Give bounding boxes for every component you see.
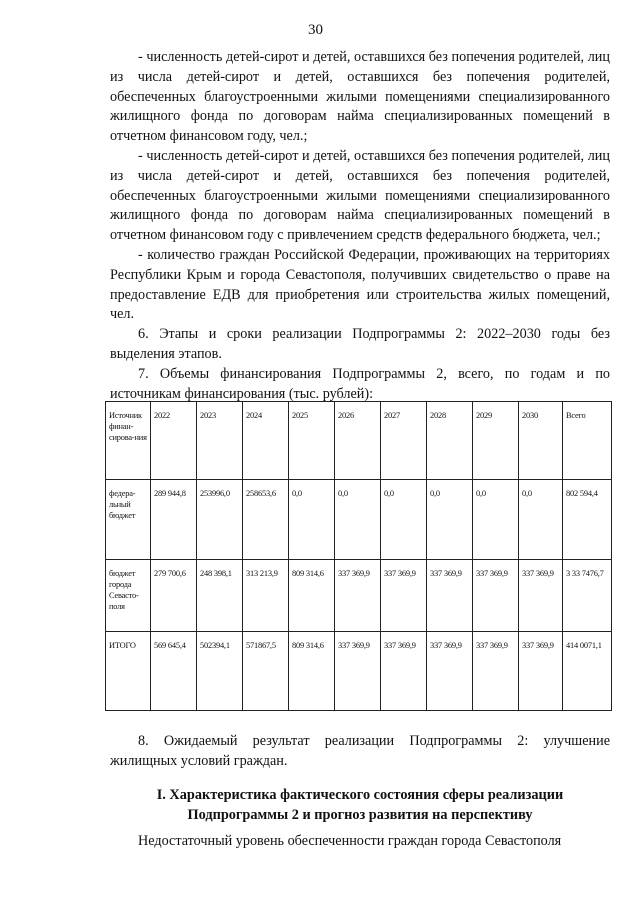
table-cell: 502394,1 xyxy=(197,632,243,711)
table-row-federal-budget xyxy=(106,480,612,560)
paragraph-citizens-edv: - количество граждан Российской Федерации, проживающих на территориях Республики Крым и города Севастополя, получивших свидетельство о праве на предоставление ЕДВ для приобретения или строительства жилых помещений, чел. xyxy=(110,246,610,323)
paragraph-expected-result: 8. Ожидаемый результат реализации Подпрограммы 2: улучшение жилищных условий граждан. xyxy=(110,733,610,769)
header-cell: 2027 xyxy=(381,402,427,480)
table-cell: 337 369,9 xyxy=(427,632,473,711)
body-text-bottom xyxy=(110,832,610,852)
table-cell: 337 369,9 xyxy=(381,560,427,632)
header-cell: 2030 xyxy=(519,402,563,480)
table-cell: 248 398,1 xyxy=(197,560,243,632)
table-cell: 337 369,9 xyxy=(473,632,519,711)
table-row-total xyxy=(106,632,612,711)
financing-table xyxy=(105,401,612,711)
table-cell: 337 369,9 xyxy=(473,560,519,632)
table-cell-total: 414 0071,1 xyxy=(563,632,612,711)
table-cell: 337 369,9 xyxy=(335,560,381,632)
table-cell: 337 369,9 xyxy=(427,560,473,632)
section-heading xyxy=(110,785,610,825)
paragraph-orphans-federal: - численность детей-сирот и детей, оставшихся без попечения родителей, лиц из числа детей-сирот и детей, оставшихся без попечения родителей, обеспеченных благоустроенными жилыми помещениями специализированного жилищного фонда по договорам найма специализированных помещений в отчетном финансовом году с привлечением средств федерального бюджета, чел.; xyxy=(110,147,610,244)
table-cell: 0,0 xyxy=(473,480,519,560)
paragraph-stages: 6. Этапы и сроки реализации Подпрограммы 2: 2022–2030 годы без выделения этапов. xyxy=(110,326,610,362)
header-cell: 2024 xyxy=(243,402,289,480)
row-label: федера-льный бюджет xyxy=(106,480,151,560)
section-heading-line-1: I. Характеристика фактического состояния сферы реализации xyxy=(156,787,564,803)
paragraph-financing-volumes: 7. Объемы финансирования Подпрограммы 2, всего, по годам и по источникам финансирования (тыс. рублей): xyxy=(110,365,610,402)
table-cell: 569 645,4 xyxy=(151,632,197,711)
table-cell: 313 213,9 xyxy=(243,560,289,632)
table-cell: 337 369,9 xyxy=(519,632,563,711)
table-cell: 337 369,9 xyxy=(335,632,381,711)
table-cell: 0,0 xyxy=(289,480,335,560)
header-cell: 2029 xyxy=(473,402,519,480)
table-cell: 809 314,6 xyxy=(289,560,335,632)
body-text-top xyxy=(110,48,610,404)
table-cell: 809 314,6 xyxy=(289,632,335,711)
table-cell: 0,0 xyxy=(335,480,381,560)
table-cell: 0,0 xyxy=(519,480,563,560)
table-header-row xyxy=(106,402,612,480)
page-number: 30 xyxy=(308,22,323,38)
header-cell-total: Всего xyxy=(563,402,612,480)
section-heading-line-2: Подпрограммы 2 и прогноз развития на перспективу xyxy=(187,807,533,823)
table-cell: 258653,6 xyxy=(243,480,289,560)
table-cell: 0,0 xyxy=(427,480,473,560)
table-cell: 0,0 xyxy=(381,480,427,560)
header-cell: 2025 xyxy=(289,402,335,480)
header-cell: 2028 xyxy=(427,402,473,480)
table-cell-total: 802 594,4 xyxy=(563,480,612,560)
header-cell: 2023 xyxy=(197,402,243,480)
table-cell: 253996,0 xyxy=(197,480,243,560)
header-cell: 2026 xyxy=(335,402,381,480)
table-cell: 337 369,9 xyxy=(381,632,427,711)
row-label: бюджет города Севасто-поля xyxy=(106,560,151,632)
table-row-city-budget xyxy=(106,560,612,632)
header-cell: 2022 xyxy=(151,402,197,480)
paragraph-insufficient-provision: Недостаточный уровень обеспеченности граждан города Севастополя xyxy=(138,833,562,849)
table-cell-total: 3 33 7476,7 xyxy=(563,560,612,632)
body-text-result xyxy=(110,732,610,772)
row-label: ИТОГО xyxy=(106,632,151,711)
table-cell: 337 369,9 xyxy=(519,560,563,632)
table-cell: 571867,5 xyxy=(243,632,289,711)
header-cell-source: Источник финан-сирова-ния xyxy=(106,402,151,480)
paragraph-orphans-provided: - численность детей-сирот и детей, оставшихся без попечения родителей, лиц из числа детей-сирот и детей, оставшихся без попечения родителей, обеспеченных благоустроенными жилыми помещениями специализированного жилищного фонда по договорам найма специализированных помещений в отчетном финансовом году, чел.; xyxy=(110,49,610,145)
table-cell: 289 944,8 xyxy=(151,480,197,560)
table-cell: 279 700,6 xyxy=(151,560,197,632)
